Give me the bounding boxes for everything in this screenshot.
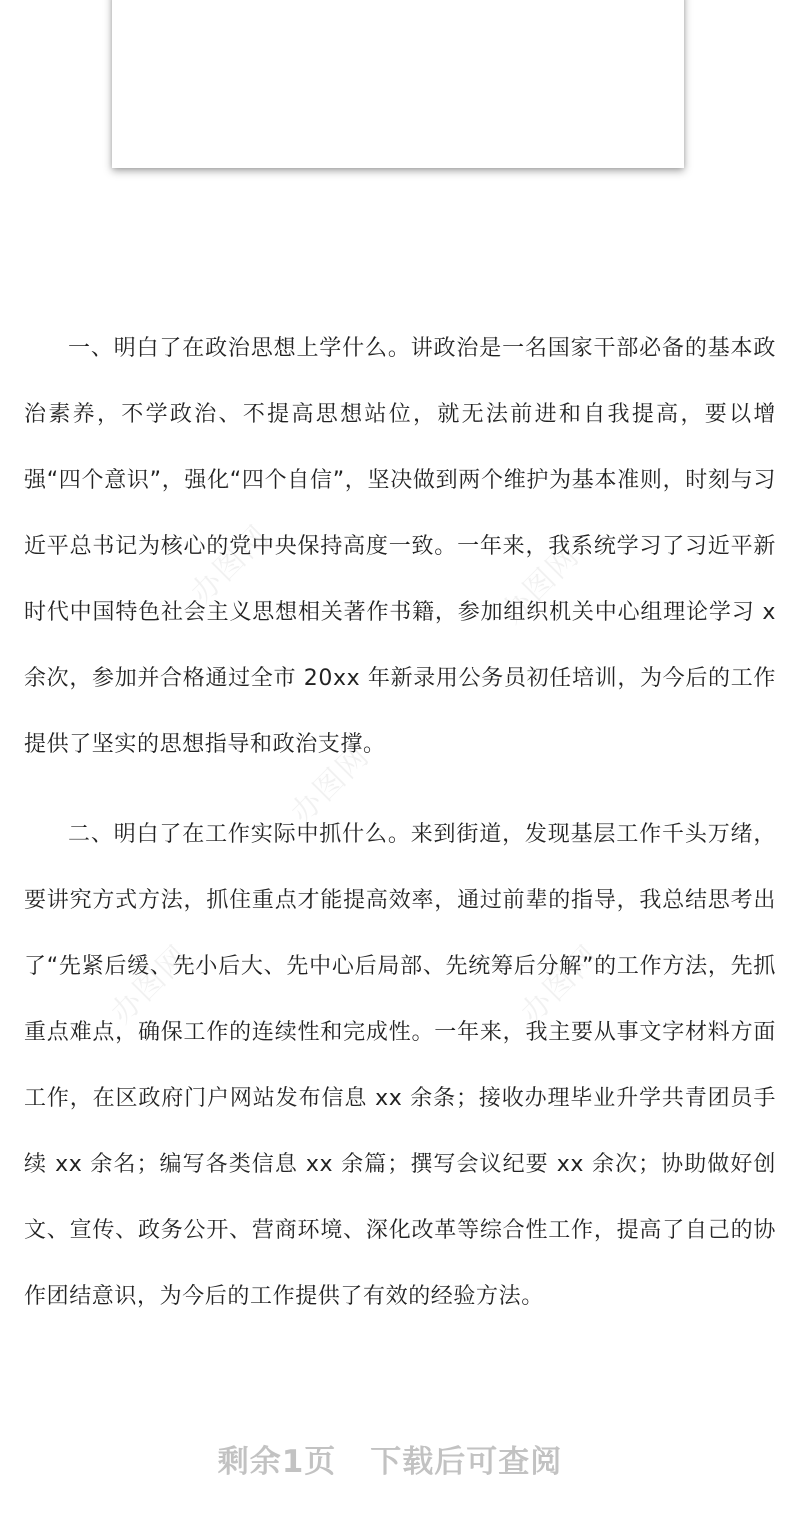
paragraph-political-thought: 一、明白了在政治思想上学什么。讲政治是一名国家干部必备的基本政治素养，不学政治、不提高思想站位，就无法前进和自我提高，要以增强“四个意识”，强化“四个自信”，坚决做到两个维护为基本准则，时刻与习近平总书记为核心的党中央保持高度一致。一年来，我系统学习了习近平新时代中国特色社会主义思想相关著作书籍，参加组织机关中心组理论学习 x 余次，参加并合格通过全市 20xx 年新录用公务员初任培训，为今后的工作提供了坚实的思想指导和政治支撑。 — [24, 336, 776, 757]
page-preview-card — [112, 0, 684, 168]
watermark: 办图网 — [104, 938, 197, 1031]
download-hint-label: 下载后可查阅 — [370, 1444, 563, 1480]
download-notice[interactable] — [0, 1436, 780, 1481]
watermark: 办图网 — [494, 538, 587, 631]
watermark: 办图网 — [184, 518, 277, 611]
watermark: 办图网 — [514, 938, 607, 1031]
paragraph-spacer — [24, 778, 776, 802]
remaining-pages-label: 剩余1页 — [217, 1444, 337, 1480]
watermark: 办图网 — [284, 738, 377, 831]
document-body — [24, 316, 776, 1330]
paragraph-work-practice: 二、明白了在工作实际中抓什么。来到街道，发现基层工作千头万绪，要讲究方式方法，抓住重点才能提高效率，通过前辈的指导，我总结思考出了“先紧后缓、先小后大、先中心后局部、先统筹后分解”的工作方法，先抓重点难点，确保工作的连续性和完成性。一年来，我主要从事文字材料方面工作，在区政府门户网站发布信息 xx 余条；接收办理毕业升学共青团员手续 xx 余名；编写各类信息 xx 余篇；撰写会议纪要 xx 余次；协助做好创文、宣传、政务公开、营商环境、深化改革等综合性工作，提高了自己的协作团结意识，为今后的工作提供了有效的经验方法。 — [24, 822, 776, 1309]
